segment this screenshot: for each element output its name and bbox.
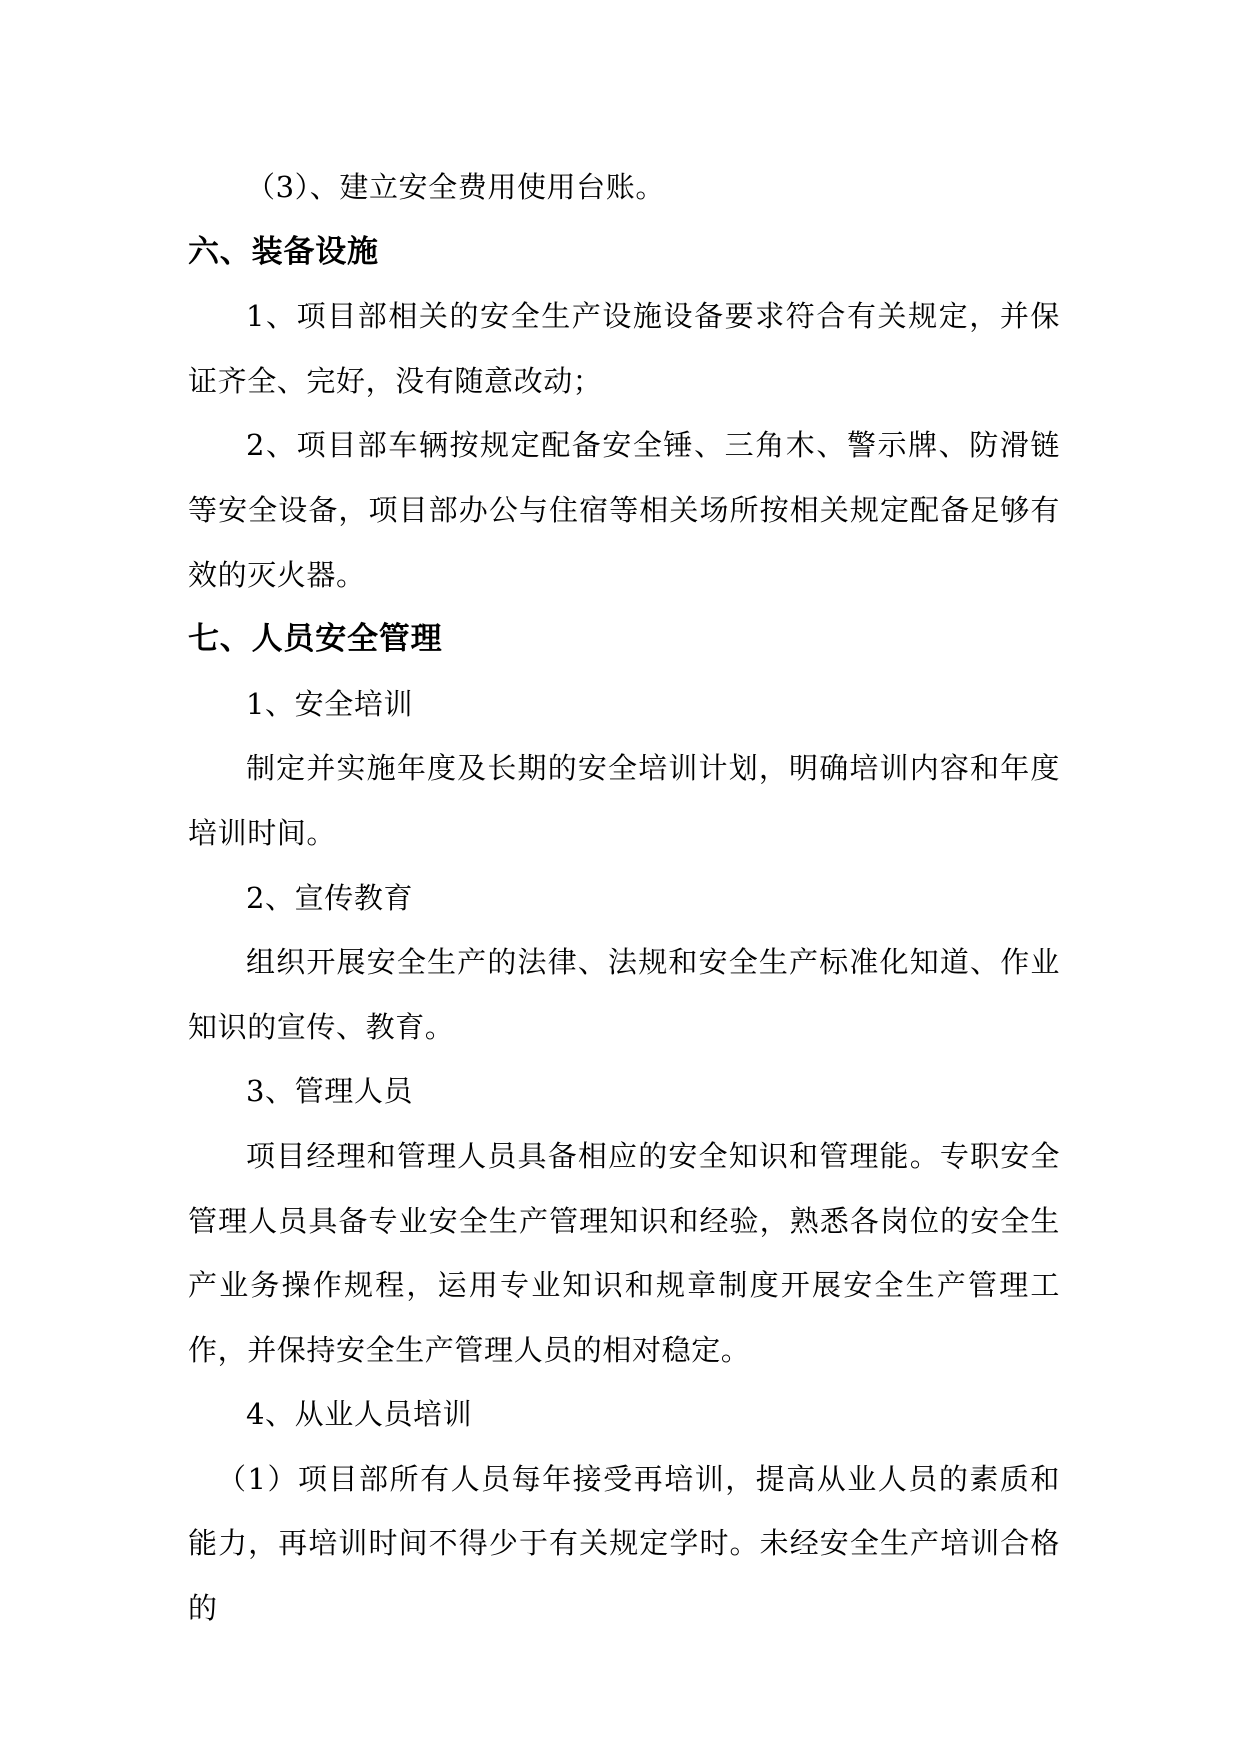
paragraph-publicity-education: 组织开展安全生产的法律、法规和安全生产标准化知道、作业知识的宣传、教育。 bbox=[188, 945, 1060, 1044]
subheading-worker-training: 4、从业人员培训 bbox=[246, 1397, 473, 1432]
document-body bbox=[188, 155, 1060, 1641]
subheading-publicity-education: 2、宣传教育 bbox=[246, 880, 414, 915]
paragraph-safety-training: 制定并实施年度及长期的安全培训计划，明确培训内容和年度培训时间。 bbox=[188, 751, 1060, 850]
subheading-safety-training: 1、安全培训 bbox=[246, 686, 414, 721]
paragraph-equipment-2: 2、项目部车辆按规定配备安全锤、三角木、警示牌、防滑链等安全设备，项目部办公与住宿等相关场所按相关规定配备足够有效的灭火器。 bbox=[188, 428, 1060, 592]
subheading-management-staff: 3、管理人员 bbox=[246, 1074, 414, 1109]
paragraph-safety-ledger: （3）、建立安全费用使用台账。 bbox=[246, 170, 665, 204]
paragraph-management-staff: 项目经理和管理人员具备相应的安全知识和管理能。专职安全管理人员具备专业安全生产管理知识和经验，熟悉各岗位的安全生产业务操作规程，运用专业知识和规章制度开展安全生产管理工作，并保持安全生产管理人员的相对稳定。 bbox=[188, 1138, 1060, 1367]
section-heading-personnel: 七、人员安全管理 bbox=[188, 621, 443, 658]
section-heading-equipment: 六、装备设施 bbox=[188, 233, 379, 270]
paragraph-equipment-1: 1、项目部相关的安全生产设施设备要求符合有关规定，并保证齐全、完好，没有随意改动； bbox=[188, 299, 1060, 398]
paragraph-worker-training-1: （1）项目部所有人员每年接受再培训，提高从业人员的素质和能力，再培训时间不得少于有关规定学时。未经安全生产培训合格的 bbox=[188, 1461, 1060, 1626]
